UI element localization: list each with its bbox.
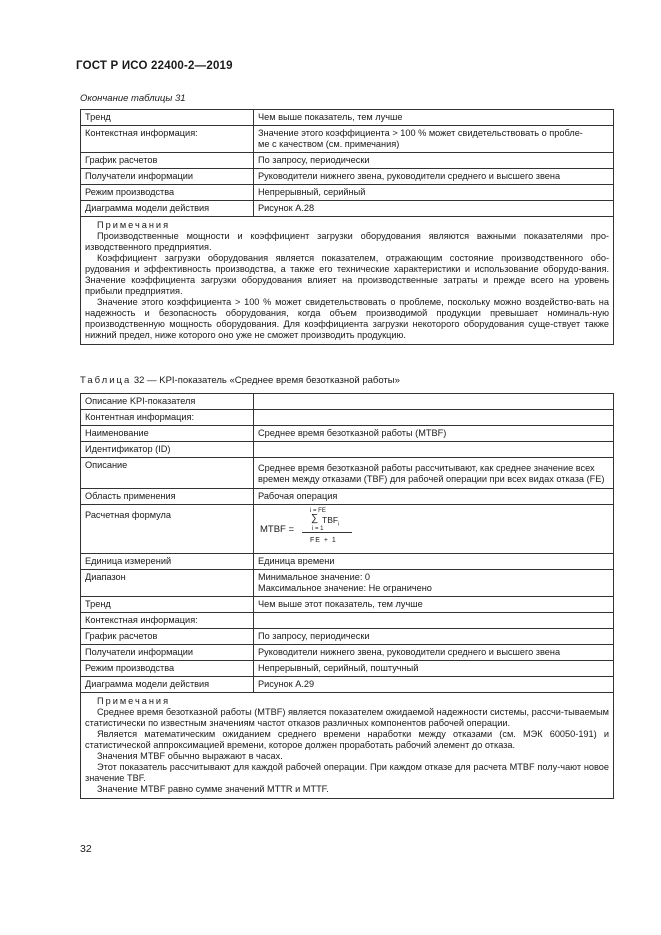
table-32 bbox=[80, 393, 614, 799]
row-label: Получатели информации bbox=[81, 169, 254, 185]
formula-cell bbox=[254, 505, 614, 554]
note-paragraph: Среднее время безотказной работы (MTBF) является показателем ожидаемой надежности системы, рассчи-тываемым статистически по известным значениям частот отказов различных компонентов рабочей операции. bbox=[85, 707, 609, 728]
row-value bbox=[254, 410, 614, 426]
row-value bbox=[254, 394, 614, 410]
table32-caption-text: 32 — KPI-показатель «Среднее время безотказной работы» bbox=[131, 375, 400, 386]
table-row bbox=[81, 110, 614, 126]
formula-lhs: MTBF = bbox=[260, 524, 295, 535]
formula-term-subscript: i bbox=[338, 521, 340, 528]
table-row bbox=[81, 661, 614, 677]
table-row bbox=[81, 597, 614, 613]
row-label: Наименование bbox=[81, 426, 254, 442]
row-label: Тренд bbox=[81, 597, 254, 613]
row-value: Среднее время безотказной работы (MTBF) bbox=[254, 426, 614, 442]
table-row bbox=[81, 570, 614, 597]
row-label: Расчетная формула bbox=[81, 505, 254, 554]
row-value: Значение этого коэффициента > 100 % может свидетельствовать о пробле- ме с качеством (см. примечания) bbox=[254, 126, 614, 153]
table-row bbox=[81, 554, 614, 570]
table-row bbox=[81, 645, 614, 661]
row-label: График расчетов bbox=[81, 153, 254, 169]
fraction-bar bbox=[302, 532, 352, 533]
row-label: Контекстная информация: bbox=[81, 613, 254, 629]
row-value bbox=[254, 442, 614, 458]
row-value: Рабочая операция bbox=[254, 489, 614, 505]
table32-caption-word: Таблица bbox=[80, 375, 132, 386]
row-label: Описание bbox=[81, 458, 254, 489]
row-value: Единица времени bbox=[254, 554, 614, 570]
row-label: Диаграмма модели действия bbox=[81, 677, 254, 693]
row-label: Идентификатор (ID) bbox=[81, 442, 254, 458]
row-label: График расчетов bbox=[81, 629, 254, 645]
table-row bbox=[81, 458, 614, 489]
formula-upper-limit: i = FE bbox=[310, 508, 326, 514]
notes-row bbox=[81, 217, 614, 345]
table-row bbox=[81, 153, 614, 169]
table-row bbox=[81, 201, 614, 217]
document-header: ГОСТ Р ИСО 22400-2—2019 bbox=[76, 60, 233, 72]
table-row bbox=[81, 185, 614, 201]
row-value: Рисунок А.29 bbox=[254, 677, 614, 693]
row-value: Непрерывный, серийный, поштучный bbox=[254, 661, 614, 677]
table-row bbox=[81, 426, 614, 442]
row-label: Контентная информация: bbox=[81, 410, 254, 426]
formula-denominator: FE + 1 bbox=[310, 537, 337, 544]
row-label: Область применения bbox=[81, 489, 254, 505]
row-value: Чем выше показатель, тем лучше bbox=[254, 110, 614, 126]
table-row bbox=[81, 169, 614, 185]
table-row bbox=[81, 629, 614, 645]
table31-caption: Окончание таблицы 31 bbox=[80, 93, 186, 104]
row-value: По запросу, периодически bbox=[254, 153, 614, 169]
table32-notes bbox=[81, 693, 614, 799]
row-value: Чем выше этот показатель, тем лучше bbox=[254, 597, 614, 613]
note-paragraph: Этот показатель рассчитывают для каждой рабочей операции. При каждом отказе для расчета MTBF полу-чают новое значение TBF. bbox=[85, 762, 609, 783]
row-label: Единица измерений bbox=[81, 554, 254, 570]
table-row bbox=[81, 410, 614, 426]
row-value: Среднее время безотказной работы рассчитывают, как среднее значение всех времен между отказами (TBF) для рабочей операции при всех видах отказа (FE) bbox=[254, 458, 614, 489]
row-value: Непрерывный, серийный bbox=[254, 185, 614, 201]
notes-heading: Примечания bbox=[97, 696, 171, 706]
table31-notes bbox=[81, 217, 614, 345]
row-label: Режим производства bbox=[81, 185, 254, 201]
formula-term bbox=[322, 515, 339, 531]
table-row bbox=[81, 489, 614, 505]
row-label: Тренд bbox=[81, 110, 254, 126]
row-label: Контекстная информация: bbox=[81, 126, 254, 153]
table-row bbox=[81, 505, 614, 554]
note-paragraph: Значение этого коэффициента > 100 % может свидетельствовать о проблеме, поскольку можно воздейство-вать на надежность и безопасность оборудования, когда объем производимой продукции превышает номиналь-ную производственную мощность оборудования. Для коэффициента загрузки некоторого оборудования суще-ствует также нижний предел, ниже которого оно уже не сможет производить продукцию. bbox=[85, 297, 609, 340]
note-paragraph: Значение MTBF равно сумме значений MTTR и MTTF. bbox=[97, 784, 329, 794]
table-row bbox=[81, 126, 614, 153]
formula-sigma: ∑ bbox=[311, 513, 319, 524]
table-row bbox=[81, 613, 614, 629]
note-paragraph: Является математическим ожиданием среднего времени наработки между отказами (см. МЭК 60050-191) и статистической аппроксимацией времени, которое должен проработать рабочий элемент до отказа. bbox=[85, 729, 609, 750]
notes-row bbox=[81, 693, 614, 799]
row-value: Рисунок А.28 bbox=[254, 201, 614, 217]
row-value bbox=[254, 613, 614, 629]
row-value: Руководители нижнего звена, руководители среднего и высшего звена bbox=[254, 645, 614, 661]
table-row bbox=[81, 442, 614, 458]
table-row bbox=[81, 394, 614, 410]
table-31 bbox=[80, 109, 614, 345]
row-label: Режим производства bbox=[81, 661, 254, 677]
note-paragraph: Производственные мощности и коэффициент загрузки оборудования являются важными показателями про-изводственного предприятия. bbox=[85, 231, 609, 252]
row-label: Диапазон bbox=[81, 570, 254, 597]
row-value: По запросу, периодически bbox=[254, 629, 614, 645]
notes-heading: Примечания bbox=[97, 220, 171, 230]
table32-caption bbox=[80, 375, 400, 386]
row-label: Диаграмма модели действия bbox=[81, 201, 254, 217]
page-number: 32 bbox=[80, 843, 92, 855]
note-paragraph: Коэффициент загрузки оборудования является показателем, отражающим состояние производственного обо-рудования и эффективность производства, а также его технические характеристики и использование оборудо-вания. Значение коэффициента загрузки оборудования влияет на производственные затраты и прежде всего на уровень прибыли предприятия. bbox=[85, 253, 609, 296]
table-row bbox=[81, 677, 614, 693]
mtbf-formula bbox=[258, 507, 609, 551]
formula-lower-limit: i = 1 bbox=[312, 526, 324, 532]
row-value: Руководители нижнего звена, руководители среднего и высшего звена bbox=[254, 169, 614, 185]
row-value: Минимальное значение: 0 Максимальное значение: Не ограничено bbox=[254, 570, 614, 597]
row-label: Получатели информации bbox=[81, 645, 254, 661]
row-label: Описание KPI-показателя bbox=[81, 394, 254, 410]
formula-term-text: TBF bbox=[322, 515, 339, 525]
note-paragraph: Значения MTBF обычно выражают в часах. bbox=[97, 751, 283, 761]
